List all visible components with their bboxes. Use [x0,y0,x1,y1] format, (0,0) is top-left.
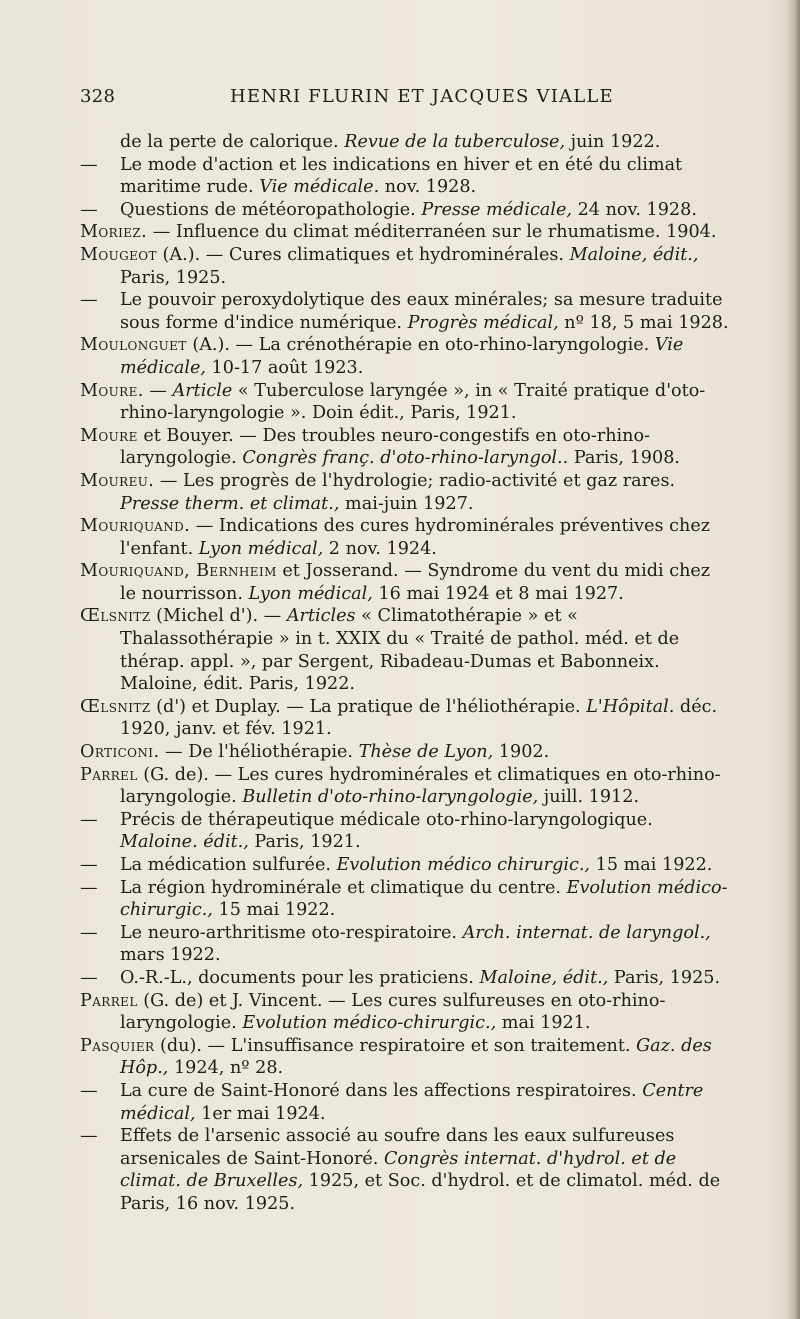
bibliography-entry: Moureu. — Les progrès de l'hydrologie; radio-activité et gaz rares. Presse therm. et climat., mai-juin 1927. [80,470,676,514]
bibliography-entry: Moulonguet (A.). — La crénothérapie en oto-rhino-laryngologie. Vie médicale, 10-17 août 1923. [80,335,684,378]
bibliography-entry: — O.-R.-L., documents pour les praticiens. Maloine, édit., Paris, 1925. [80,967,721,988]
page-header [80,86,720,114]
bibliography-entry: — La médication sulfurée. Evolution médico chirurgic., 15 mai 1922. [80,855,713,875]
bibliography-entry: — Le pouvoir peroxydolytique des eaux minérales; sa mesure traduite sous forme d'indice numérique. Progrès médical, nº 18, 5 mai 1928. [80,290,729,333]
bibliography-entry: Parrel (G. de) et J. Vincent. — Les cures sulfureuses en oto-rhino-laryngologie. Evolution médico-chirurgic., mai 1921. [80,990,666,1034]
bibliography-entry: — Effets de l'arsenic associé au soufre dans les eaux sulfureuses arsenicales de Saint-Honoré. Congrès internat. d'hydrol. et de climat. de Bruxelles, 1925, et Soc. d'hydrol. et de climatol. méd. de Paris, 16 nov. 1925. [80,1126,721,1214]
bibliography-list [80,131,730,1216]
bibliography-entry: — La cure de Saint-Honoré dans les affections respiratoires. Centre médical, 1er mai 1924. [80,1080,704,1124]
bibliography-entry: Œlsnitz (d') et Duplay. — La pratique de l'héliothérapie. L'Hôpital. déc. 1920, janv. et fév. 1921. [80,696,718,740]
bibliography-entry: — Le mode d'action et les indications en hiver et en été du climat maritime rude. Vie médicale. nov. 1928. [80,154,683,198]
running-title: HENRI FLURIN ET JACQUES VIALLE [230,86,614,107]
page-edge-shadow [786,0,800,1319]
bibliography-entry: Moure. — Article « Tuberculose laryngée », in « Traité pratique d'oto-rhino-laryngologie ». Doin édit., Paris, 1921. [80,380,706,424]
bibliography-entry: — Précis de thérapeutique médicale oto-rhino-laryngologique. Maloine. édit., Paris, 1921. [80,809,653,853]
bibliography-entry: — Le neuro-arthritisme oto-respiratoire. Arch. internat. de laryngol., mars 1922. [80,922,711,966]
page-number: 328 [80,86,116,107]
bibliography-entry: Parrel (G. de). — Les cures hydrominérales et climatiques en oto-rhino-laryngologie. Bulletin d'oto-rhino-laryngologie, juill. 1912. [80,764,721,808]
bibliography-entry: Mouriquand. — Indications des cures hydrominérales préventives chez l'enfant. Lyon médical, 2 nov. 1924. [80,516,711,559]
bibliography-entry: — La région hydrominérale et climatique du centre. Evolution médico-chirurgic., 15 mai 1922. [80,877,728,921]
bibliography-entry: Mougeot (A.). — Cures climatiques et hydrominérales. Maloine, édit., Paris, 1925. [80,244,699,288]
bibliography-entry: Pasquier (du). — L'insuffisance respiratoire et son traitement. Gaz. des Hôp., 1924, nº 28. [80,1035,712,1079]
bibliography-entry: de la perte de calorique. Revue de la tuberculose, juin 1922. [120,132,661,152]
bibliography-entry: Orticoni. — De l'héliothérapie. Thèse de Lyon, 1902. [80,742,550,763]
bibliography-entry: — Questions de météoropathologie. Presse médicale, 24 nov. 1928. [80,199,697,220]
bibliography-entry: Moriez. — Influence du climat méditerranéen sur le rhumatisme. 1904. [80,222,717,243]
bibliography-entry: Œlsnitz (Michel d'). — Articles « Climatothérapie » et « Thalassothérapie » in t. XXIX du « Traité de pathol. méd. et de thérap. appl. », par Sergent, Ribadeau-Dumas et Babonneix. Maloine, édit. Paris, 1922. [80,606,680,695]
bibliography-entry: Moure et Bouyer. — Des troubles neuro-congestifs en oto-rhino-laryngologie. Congrès franç. d'oto-rhino-laryngol.. Paris, 1908. [80,425,680,469]
bibliography-entry: Mouriquand, Bernheim et Josserand. — Syndrome du vent du midi chez le nourrisson. Lyon médical, 16 mai 1924 et 8 mai 1927. [80,561,711,604]
